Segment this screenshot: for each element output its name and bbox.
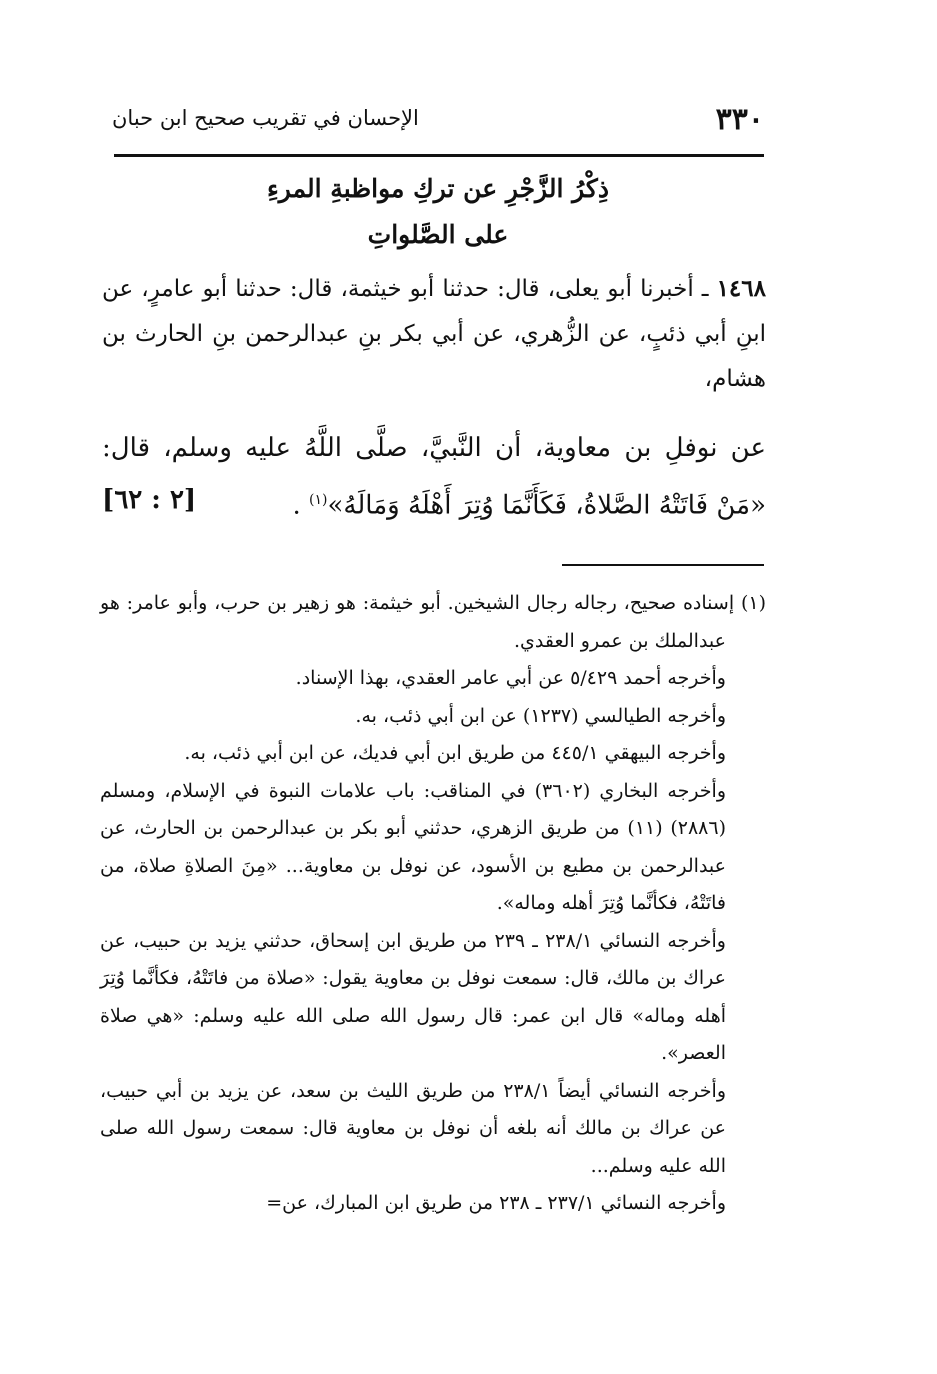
footnote-paragraph: وأخرجه البخاري (٣٦٠٢) في المناقب: باب علامات النبوة في الإسلام، ومسلم (٢٨٨٦) (١١) من طريق الزهري، حدثني أبو بكر بن عبدالرحمن بن الحارث، عن عبدالرحمن بن مطيع بن الأسود، عن نوفل بن معاوية... «مِنَ الصلاةِ صلاة، من فاتَتْهُ، فكأنَّما وُتِرَ أهله وماله».: [100, 779, 726, 914]
matn-text: عن نوفلِ بن معاوية، أن النَّبيَّ، صلَّى اللَّهُ عليه وسلم، قال: «مَنْ فَاتَتْهُ الصَّلاةُ، فَكَأَنَّمَا وُتِرَ أَهْلَهُ وَمَالَهُ»: [102, 433, 766, 521]
book-title: الإحسان في تقريب صحيح ابن حبان: [112, 106, 419, 130]
chapter-title-line-1: ذِكْرُ الزَّجْرِ عن تركِ مواظبةِ المرءِ: [267, 174, 609, 203]
footnote-paragraph: وأخرجه النسائي ٢٣٧/١ ـ ٢٣٨ من طريق ابن المبارك، عن=: [266, 1192, 726, 1214]
page-number: ٣٣٠: [715, 102, 764, 137]
hadith-isnad: [102, 266, 766, 402]
footnote-paragraph: وأخرجه الطيالسي (١٢٣٧) عن ابن أبي ذئب، به.: [355, 704, 726, 727]
footnote-paragraph: وأخرجه أحمد ٥/٤٢٩ عن أبي عامر العقدي، بهذا الإسناد.: [295, 667, 726, 689]
hadith-text: [102, 266, 766, 532]
running-head: [112, 100, 764, 148]
footnote-rule: [562, 564, 764, 566]
footnote-paragraph: وأخرجه النسائي أيضاً ٢٣٨/١ من طريق الليث بن سعد، عن يزيد بن أبي حبيب، عن عراك بن مالك أنه بلغه أن نوفل بن معاوية قال: سمعت رسول الله صلى الله عليه وسلم...: [100, 1079, 726, 1177]
hadith-matn: عن نوفلِ بن معاوية، أن النَّبيَّ، صلَّى اللَّهُ عليه وسلم، قال: «مَنْ فَاتَتْهُ الصَّلاةُ، فَكَأَنَّمَا وُتِرَ أَهْلَهُ وَمَالَهُ»$^{(١)}$ . [٢ : ٦٢]: [102, 422, 766, 532]
isnad-text: ـ أخبرنا أبو يعلى، قال: حدثنا أبو خيثمة، قال: حدثنا أبو عامرٍ، عن ابنِ أبي ذئبٍ، عن الزُّهري، عن أبي بكر بنِ عبدالرحمن بنِ الحارث بن هشام،: [102, 276, 766, 392]
footnote-paragraph: وأخرجه البيهقي ٤٤٥/١ من طريق ابن أبي فديك، عن ابن أبي ذئب، به.: [184, 742, 726, 764]
footnote-marker: (١): [309, 492, 328, 508]
hadith-number: ١٤٦٨: [716, 275, 766, 302]
chapter-title-line-2: على الصَّلواتِ: [367, 220, 509, 249]
chapter-title: [112, 166, 764, 258]
footnote-paragraph: (١) إسناده صحيح، رجاله رجال الشيخين. أبو خيثمة: هو زهير بن حرب، وأبو عامر: هو عبدالملك بن عمرو العقدي.: [100, 592, 766, 652]
footnotes: [100, 585, 766, 1223]
header-rule: [114, 154, 764, 157]
footnote-paragraph: وأخرجه النسائي ٢٣٨/١ ـ ٢٣٩ من طريق ابن إسحاق، حدثني يزيد بن حبيب، عن عراك بن مالك، قال: سمعت نوفل بن معاوية يقول: «صلاة من فاتَتْهُ، فكأنَّما وُتِرَ أهله وماله» قال ابن عمر: قال رسول الله صلى الله عليه وسلم: «هي صلاة العصر».: [100, 929, 726, 1064]
hadith-reference: [٢ : ٦٢]: [102, 485, 197, 515]
